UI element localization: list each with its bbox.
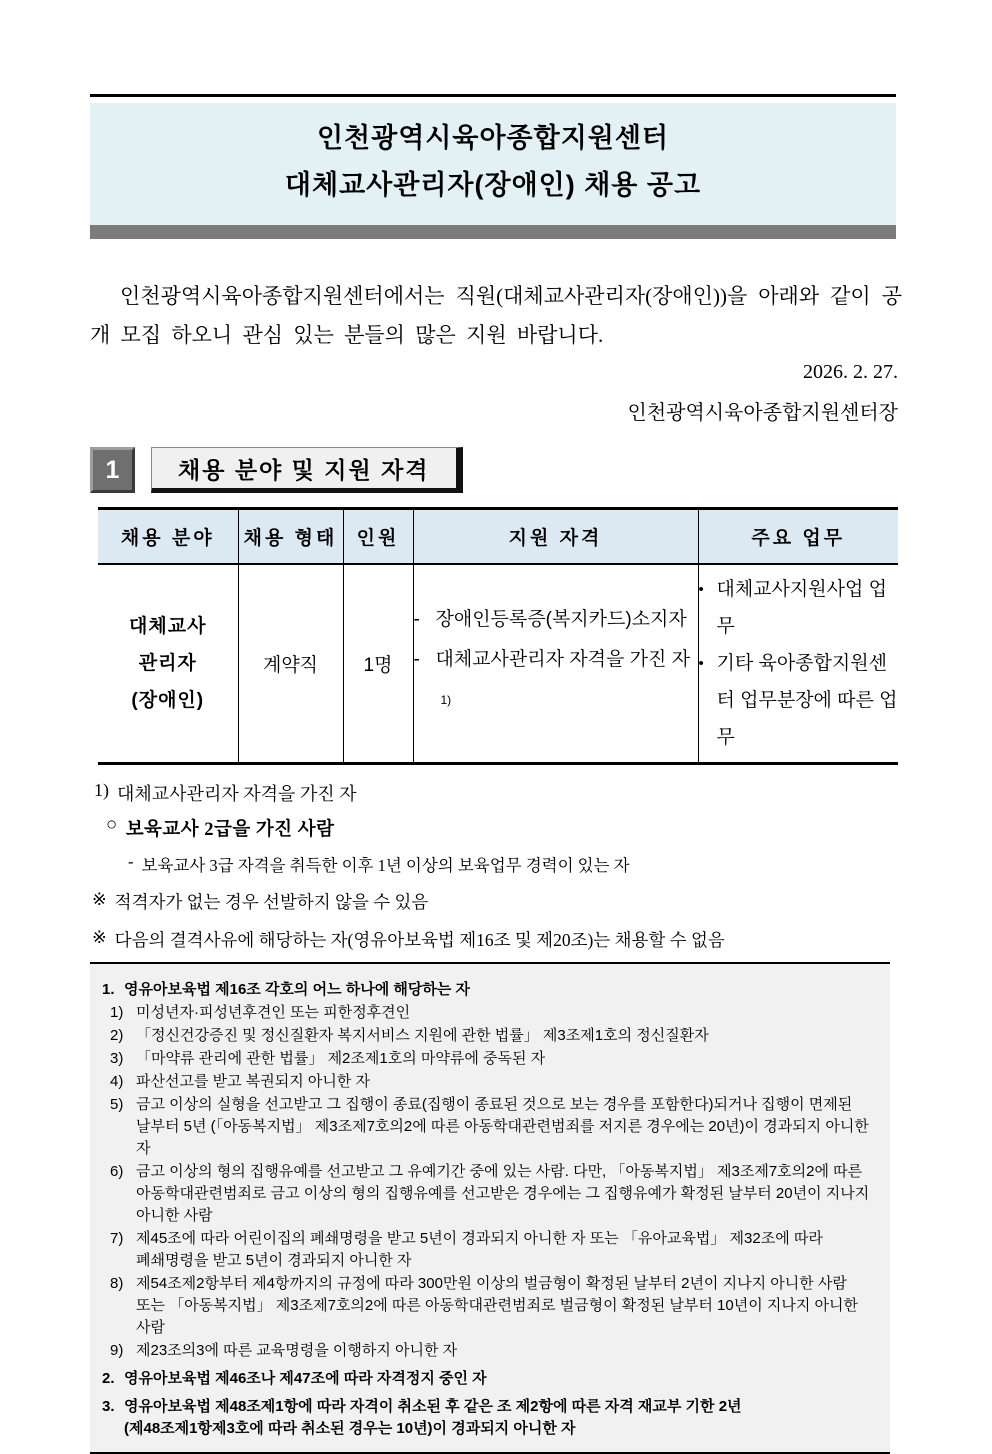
- item-text: 영유아보육법 제48조제1항에 따라 자격이 취소된 후 같은 조 제2항에 따른 자격 재교부 기한 2년(제48조제1항제3호에 따라 취소된 경우는 10년)이 경과되지 아니한 자: [124, 1398, 742, 1437]
- field-line: 관리자: [138, 653, 197, 674]
- footnote-asterisk-2: [92, 927, 902, 952]
- subitem-text: 미성년자·피성년후견인 또는 피한정후견인: [136, 1004, 411, 1021]
- col-header-count: 인원: [343, 509, 413, 565]
- dash-bullet: -: [413, 609, 420, 631]
- subitem-text: 파산선고를 받고 복권되지 아니한 자: [136, 1073, 371, 1090]
- item-text: 영유아보육법 제46조나 제47조에 따라 자격정지 중인 자: [124, 1370, 487, 1387]
- qualification-text: 대체교사관리자 자격을 가진 자$^{1)}$: [435, 649, 690, 708]
- qualification-text: 장애인등록증(복지카드)소지자: [435, 609, 687, 631]
- table-header-row: [98, 509, 898, 565]
- qualification-item: [414, 640, 698, 726]
- footnote-label: 1): [94, 780, 109, 800]
- footnote-circle: [106, 815, 902, 841]
- footnote-1: [94, 780, 902, 806]
- subitem-text: 제54조제2항부터 제4항까지의 규정에 따라 300만원 이상의 벌금형이 확정된 날부터 2년이 지나지 아니한 사람 또는 「아동복지법」 제3조제7호의2에 따른 아동학대관련범죄로 벌금형이 확정된 날부터 10년이 지나지 아니한 사람: [136, 1275, 858, 1336]
- duty-text: 대체교사지원사업 업무: [716, 579, 887, 637]
- footnote-asterisk-1: [92, 889, 902, 914]
- footnote-text: 적격자가 없는 경우 선발하지 않을 수 있음: [114, 892, 429, 912]
- cell-headcount: 1명: [343, 564, 413, 764]
- cell-employment-type: 계약직: [238, 564, 343, 764]
- col-header-qualification: 지원 자격: [413, 509, 698, 565]
- qualification-item: [414, 600, 698, 640]
- table-row: [98, 564, 898, 764]
- subitem-text: 제45조에 따라 어린이집의 폐쇄명령을 받고 5년이 경과되지 아니한 자 또는 「유아교육법」 제32조에 따라 폐쇄명령을 받고 5년이 경과되지 아니한 자: [136, 1230, 823, 1269]
- reference-mark: ※: [92, 927, 107, 947]
- circle-bullet: ○: [106, 815, 118, 835]
- disqualification-subitem: [110, 1048, 876, 1070]
- col-header-duty: 주요 업무: [698, 509, 898, 565]
- subitem-text: 제23조의3에 따른 교육명령을 이행하지 아니한 자: [136, 1342, 458, 1359]
- org-title: 인천광역시육아종합지원센터: [316, 123, 670, 153]
- notice-signer: 인천광역시육아종합지원센터장: [627, 402, 898, 424]
- subitem-label: 6): [110, 1163, 124, 1180]
- subitem-label: 3): [110, 1050, 124, 1067]
- subitem-label: 2): [110, 1027, 124, 1044]
- disqualification-item-1: [102, 979, 876, 1001]
- header-top-rule: [90, 94, 896, 97]
- footnote-text: 다음의 결격사유에 해당하는 자(영유아보육법 제16조 및 제20조)는 채용할 수 없음: [114, 930, 725, 950]
- footnote-text: 보육교사 3급 자격을 취득한 이후 1년 이상의 보육업무 경력이 있는 자: [141, 856, 630, 875]
- notice-header-band: [90, 103, 896, 225]
- subitem-label: 1): [110, 1004, 124, 1021]
- section-title: 채용 분야 및 지원 자격: [151, 447, 463, 493]
- field-line: 대체교사: [129, 616, 207, 637]
- intro-paragraph: 인천광역시육아종합지원센터에서는 직원(대체교사관리자(장애인))을 아래와 같이 공개 모집 하오니 관심 있는 분들의 많은 지원 바랍니다.: [90, 284, 902, 347]
- footnote-text: 대체교사관리자 자격을 가진 자: [117, 784, 357, 804]
- disqualification-box: [90, 962, 890, 1454]
- disqualification-subitem: [110, 1273, 876, 1339]
- disqualification-subitem: [110, 1228, 876, 1272]
- duty-text: 기타 육아종합지원센터 업무분장에 따른 업무: [716, 653, 898, 748]
- dash-bullet: -: [128, 852, 134, 871]
- item-label: 2.: [102, 1370, 115, 1387]
- footnotes: [90, 780, 902, 952]
- item-label: 3.: [102, 1398, 115, 1415]
- col-header-field: 채용 분야: [98, 509, 238, 565]
- header-underline-bar: [90, 225, 896, 239]
- recruitment-table: [98, 507, 898, 765]
- duty-item: [699, 645, 899, 756]
- item-label: 1.: [102, 981, 115, 998]
- field-line: (장애인): [131, 690, 205, 711]
- item-text: 영유아보육법 제16조 각호의 어느 하나에 해당하는 자: [124, 981, 470, 998]
- disqualification-subitem: [110, 1340, 876, 1362]
- disqualification-subitem: [110, 1161, 876, 1227]
- footnote-text: 보육교사 2급을 가진 사람: [125, 820, 335, 840]
- reference-mark: ※: [92, 889, 107, 909]
- cell-qualifications: [413, 564, 698, 764]
- subitem-label: 8): [110, 1275, 124, 1292]
- disqualification-subitem: [110, 1002, 876, 1024]
- subitem-text: 「정신건강증진 및 정신질환자 복지서비스 지원에 관한 법률」 제3조제1호의 정신질환자: [136, 1027, 709, 1044]
- disqualification-subitem: [110, 1025, 876, 1047]
- notice-title: 대체교사관리자(장애인) 채용 공고: [284, 170, 702, 200]
- disqualification-subitem: [110, 1071, 876, 1093]
- cell-duties: [698, 564, 898, 764]
- duty-item: [699, 571, 899, 645]
- document-page: [90, 0, 902, 1454]
- section-number-badge: 1: [90, 447, 135, 493]
- subitem-label: 5): [110, 1096, 124, 1113]
- footnote-marker: 1): [440, 693, 452, 708]
- subitem-label: 9): [110, 1342, 124, 1359]
- dot-bullet: •: [698, 581, 704, 598]
- subitem-text: 금고 이상의 형의 집행유예를 선고받고 그 유예기간 중에 있는 사람. 다만, 「아동복지법」 제3조제7호의2에 따른 아동학대관련범죄로 금고 이상의 형의 집행유예를 선고받은 경우에는 그 집행유예가 확정된 날부터 20년이 지나지 아니한 사람: [136, 1163, 870, 1224]
- cell-recruit-field: [98, 564, 238, 764]
- col-header-type: 채용 형태: [238, 509, 343, 565]
- footnote-dash: [128, 852, 902, 876]
- subitem-text: 금고 이상의 실형을 선고받고 그 집행이 종료(집행이 종료된 것으로 보는 경우를 포함한다)되거나 집행이 면제된 날부터 5년 (「아동복지법」 제3조제7호의2에 따른 아동학대관련범죄를 저지른 경우에는 20년)이 경과되지 아니한 자: [136, 1096, 869, 1157]
- subitem-label: 4): [110, 1073, 124, 1090]
- subitem-label: 7): [110, 1230, 124, 1247]
- section-1-header: [90, 447, 902, 493]
- dash-bullet: -: [413, 649, 420, 671]
- disqualification-item-2: [102, 1368, 876, 1390]
- disqualification-subitem: [110, 1094, 876, 1160]
- dot-bullet: •: [698, 655, 704, 672]
- notice-date: 2026. 2. 27.: [803, 361, 898, 383]
- subitem-text: 「마약류 관리에 관한 법률」 제2조제1호의 마약류에 중독된 자: [136, 1050, 546, 1067]
